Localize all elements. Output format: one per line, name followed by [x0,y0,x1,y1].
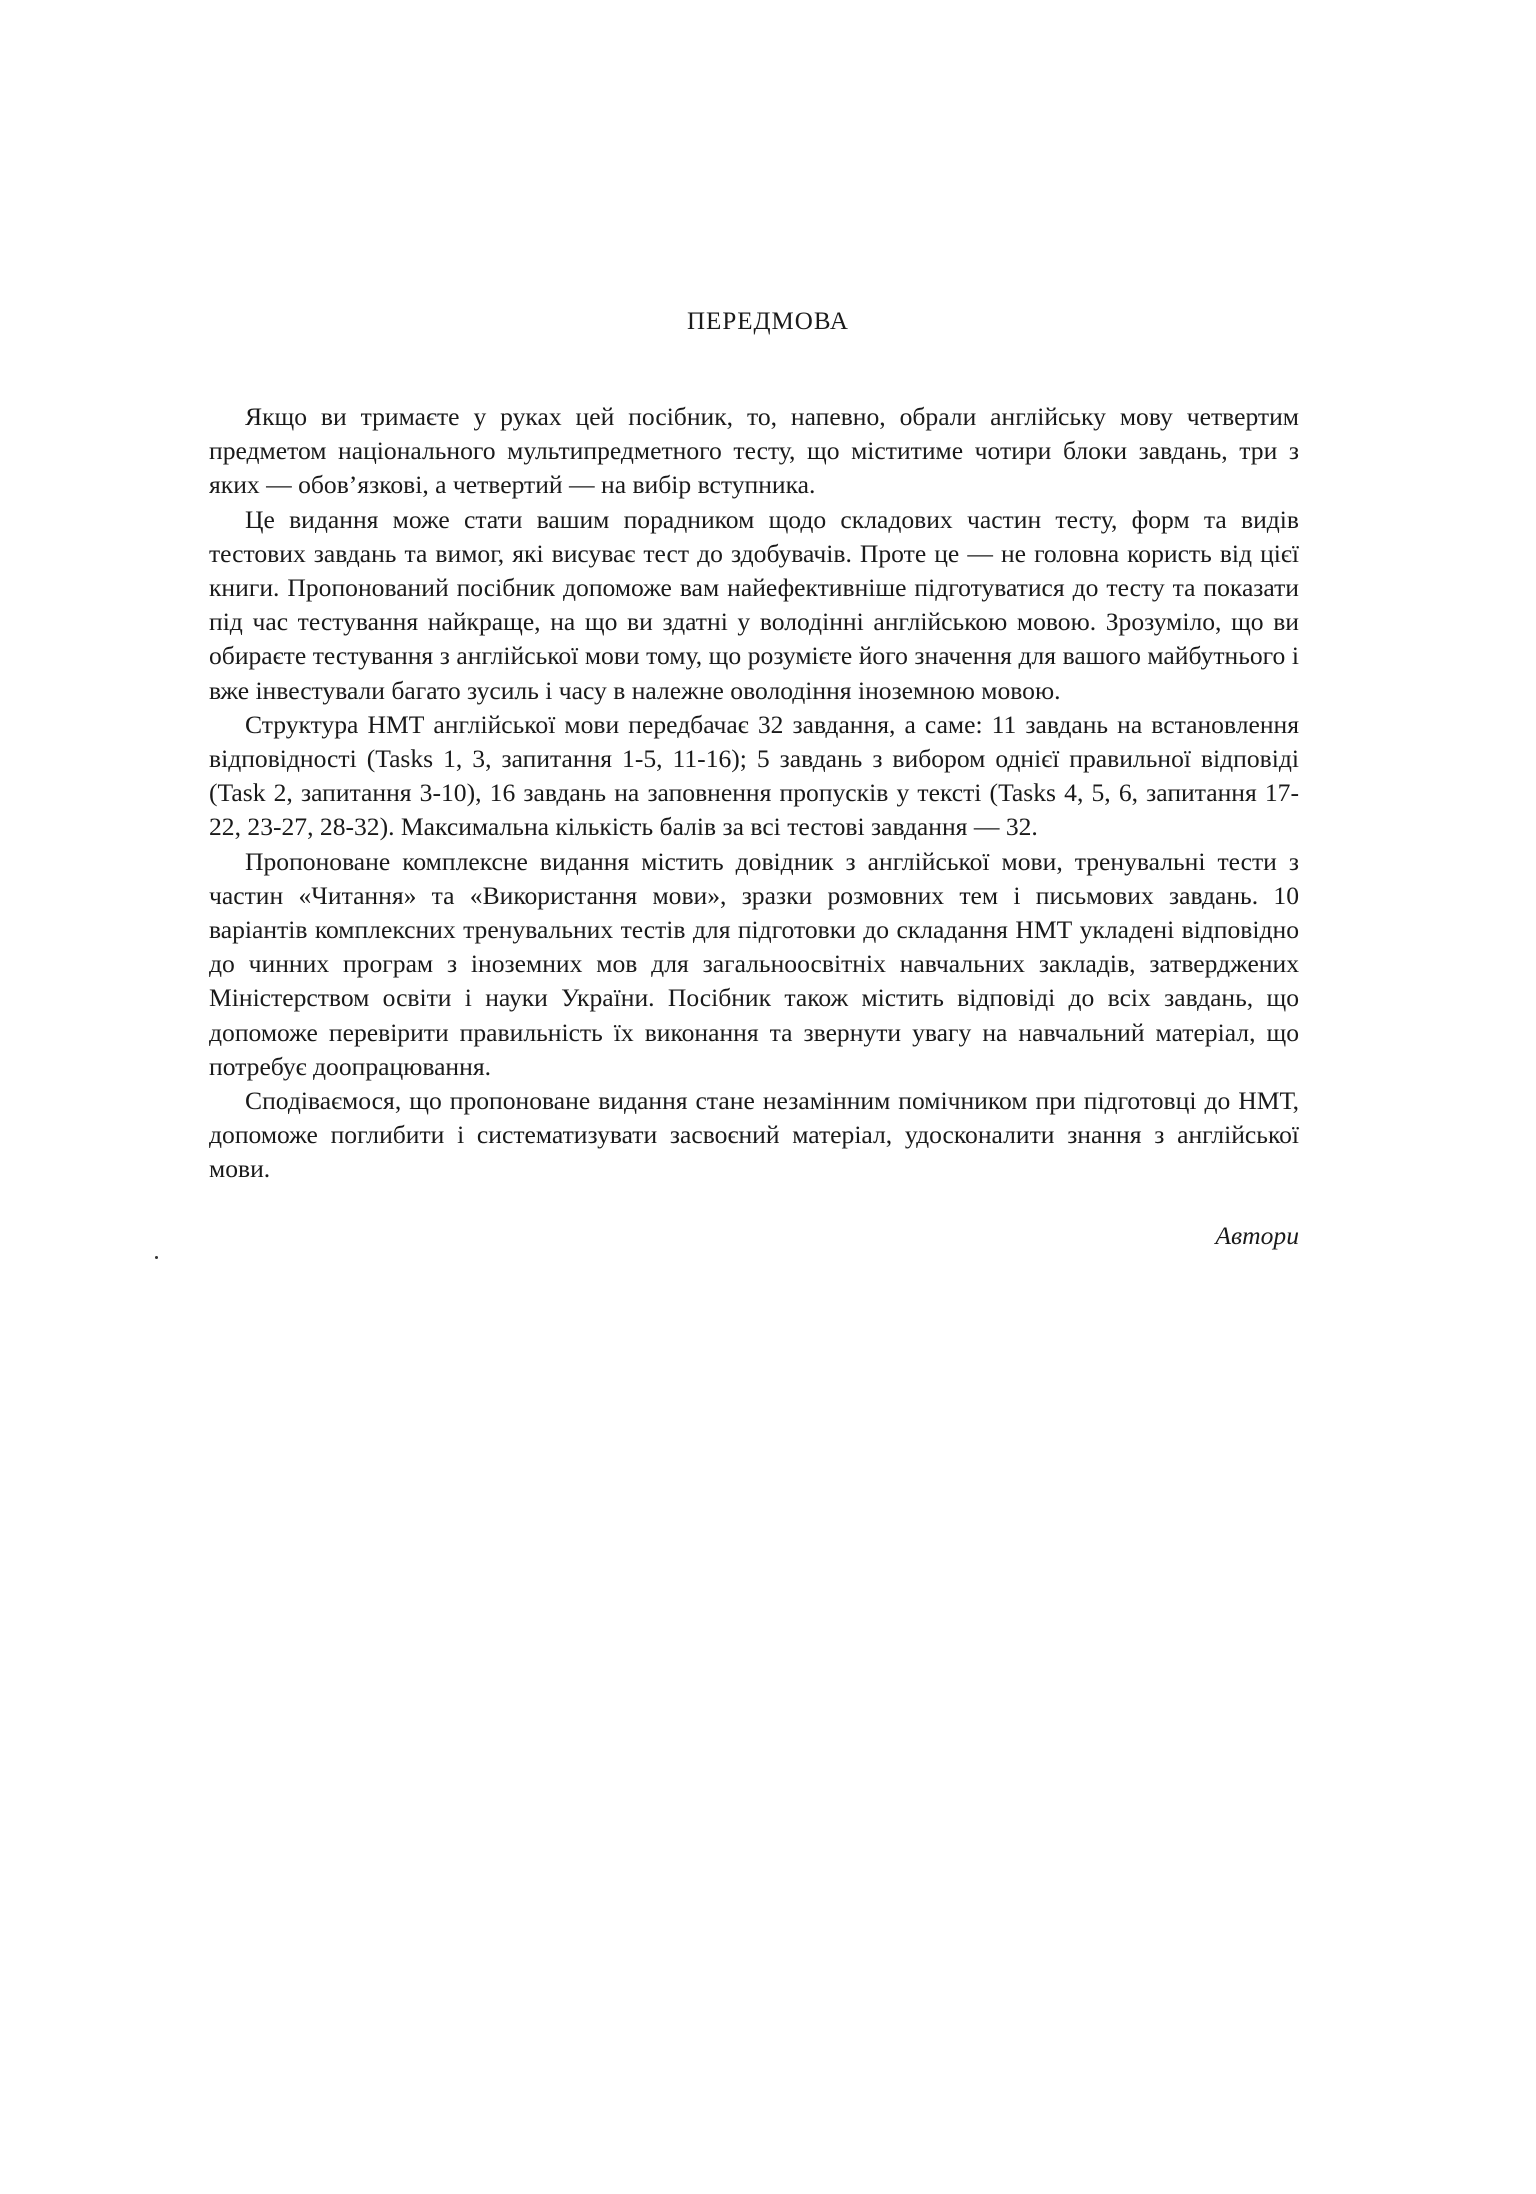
stray-dot-mark [155,1256,158,1259]
preface-body [209,400,1299,1187]
paragraph-contents: Пропоноване комплексне видання містить довідник з англійської мови, тренувальні тести з частин «Читання» та «Використання мови», зразки розмовних тем і письмових завдань. 10 варіантів комплексних тренувальних тестів для підготовки до складання НМТ укладені відповідно до чинних програм з іноземних мов для загальноосвітніх навчальних закладів, затверджених Міністерством освіти і науки України. Посібник також містить відповіді до всіх завдань, що допоможе перевірити правильність їх виконання та звернути увагу на навчальний матеріал, що потребує доопрацювання. [209,846,1299,1081]
page-title: ПЕРЕДМОВА [687,308,849,335]
paragraph-structure: Структура НМТ англійської мови передбачає 32 завдання, а саме: 11 завдань на встановлення відповідності (Tasks 1, 3, запитання 1-5, 11-16); 5 завдань з вибором однієї правильної відповіді (Task 2, запитання 3-10), 16 завдань на заповнення пропусків у тексті (Tasks 4, 5, 6, запитання 17-22, 23-27, 28-32). Максимальна кількість балів за всі тестові завдання — 32. [209,709,1299,842]
authors-signature: Автори [1215,1221,1299,1250]
paragraph-purpose: Це видання може стати вашим порадником щодо складових частин тесту, форм та видів тестових завдань та вимог, які висуває тест до здобувачів. Проте це — не головна користь від цієї книги. Пропонований посібник допоможе вам найефективніше підготуватися до тесту та показати під час тестування найкраще, на що ви здатні у володінні англійською мовою. Зрозуміло, що ви обираєте тестування з англійської мови тому, що розумієте його значення для вашого майбутнього і вже інвестували багато зусиль і часу в належне оволодіння іноземною мовою. [209,504,1299,705]
paragraph-intro: Якщо ви тримаєте у руках цей посібник, то, напевно, обрали англійську мову четвертим предметом національного мультипредметного тесту, що міститиме чотири блоки завдань, три з яких — обов’язкові, а четвертий — на вибір вступника. [209,402,1299,500]
paragraph-closing: Сподіваємося, що пропоноване видання стане незамінним помічником при підготовці до НМТ, допоможе поглибити і систематизувати засвоєний матеріал, удосконалити знання з англійської мови. [209,1086,1299,1184]
